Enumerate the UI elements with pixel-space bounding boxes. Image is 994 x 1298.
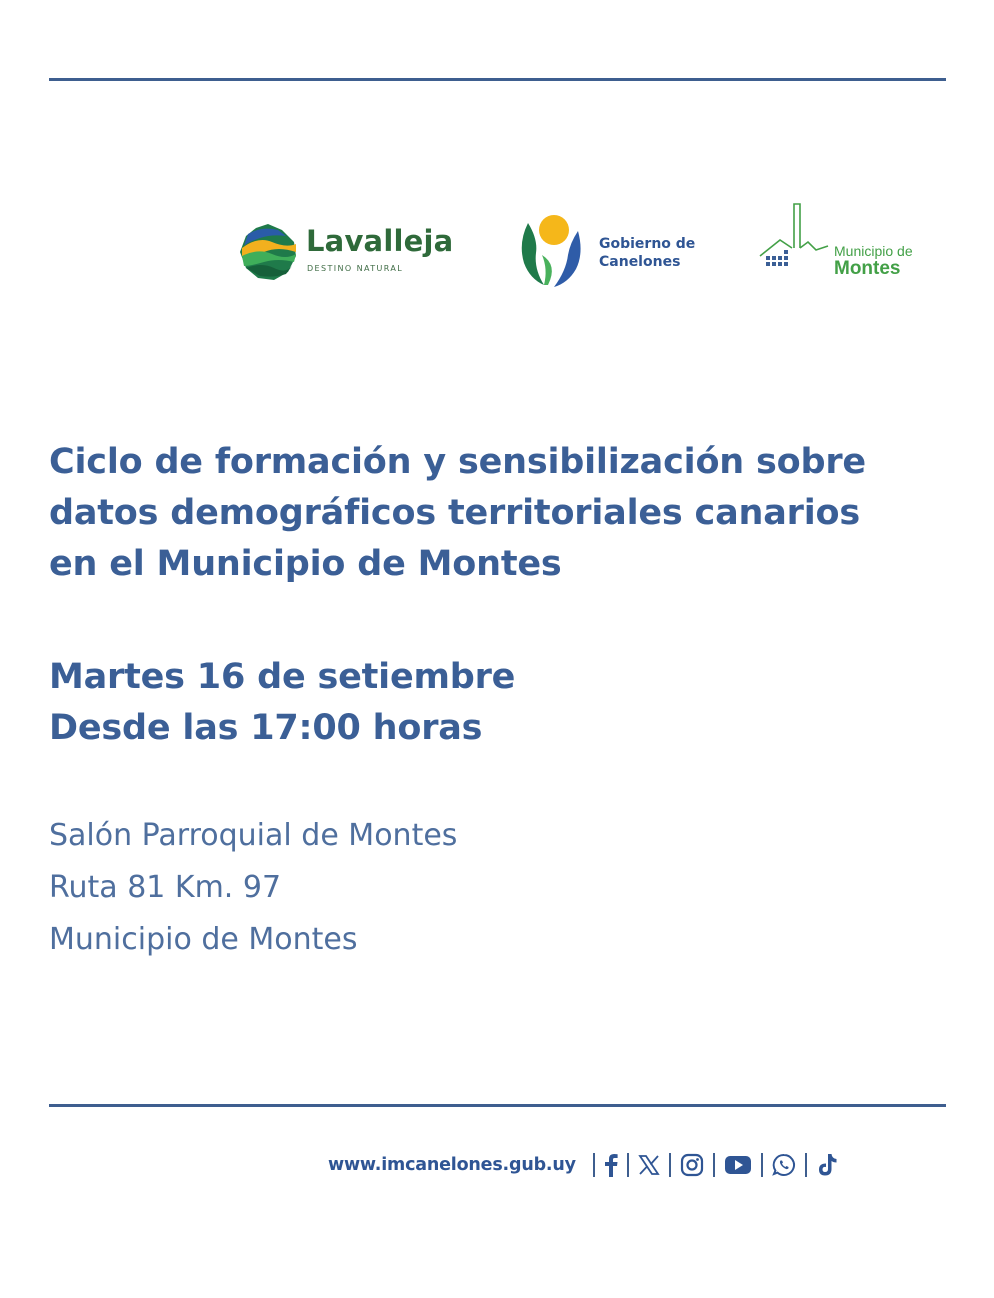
event-address: Ruta 81 Km. 97 bbox=[49, 870, 282, 905]
footer-separator bbox=[627, 1153, 629, 1177]
lavalleja-tagline: DESTINO NATURAL bbox=[307, 264, 404, 273]
canelones-line-1: Gobierno de bbox=[599, 236, 696, 252]
top-divider bbox=[49, 78, 946, 81]
canelones-logo bbox=[518, 213, 718, 293]
footer-separator bbox=[761, 1153, 763, 1177]
bottom-divider bbox=[49, 1104, 946, 1107]
tiktok-icon[interactable] bbox=[816, 1153, 838, 1177]
event-title-line-3: en el Municipio de Montes bbox=[49, 544, 562, 584]
x-icon[interactable] bbox=[638, 1154, 660, 1176]
footer-separator bbox=[805, 1153, 807, 1177]
event-locality: Municipio de Montes bbox=[49, 922, 358, 957]
footer-separator bbox=[669, 1153, 671, 1177]
event-time: Desde las 17:00 horas bbox=[49, 708, 483, 748]
youtube-icon[interactable] bbox=[724, 1154, 752, 1176]
canelones-wordmark bbox=[599, 235, 719, 271]
lavalleja-wordmark: Lavalleja bbox=[306, 224, 454, 258]
event-location bbox=[49, 810, 949, 966]
instagram-icon[interactable] bbox=[680, 1153, 704, 1177]
footer-bar bbox=[328, 1148, 838, 1182]
event-venue: Salón Parroquial de Montes bbox=[49, 818, 458, 853]
lavalleja-logo bbox=[238, 218, 468, 288]
footer-separator bbox=[713, 1153, 715, 1177]
whatsapp-icon[interactable] bbox=[772, 1153, 796, 1177]
canelones-emblem-icon bbox=[518, 213, 584, 289]
montes-logo bbox=[758, 200, 933, 285]
facebook-icon[interactable] bbox=[604, 1153, 618, 1177]
montes-line-2: Montes bbox=[834, 258, 901, 279]
montes-house-icon bbox=[758, 200, 830, 280]
montes-line-1: Municipio de bbox=[834, 243, 913, 259]
lavalleja-emblem-icon bbox=[238, 222, 298, 282]
event-title-line-1: Ciclo de formación y sensibilización sobre bbox=[49, 442, 866, 482]
event-schedule bbox=[49, 652, 949, 754]
event-title-line-2: datos demográficos territoriales canarios bbox=[49, 493, 860, 533]
event-title bbox=[49, 437, 949, 590]
canelones-line-2: Canelones bbox=[599, 254, 681, 270]
website-link[interactable]: www.imcanelones.gub.uy bbox=[328, 1155, 576, 1175]
footer-separator bbox=[593, 1153, 595, 1177]
event-date: Martes 16 de setiembre bbox=[49, 657, 516, 697]
